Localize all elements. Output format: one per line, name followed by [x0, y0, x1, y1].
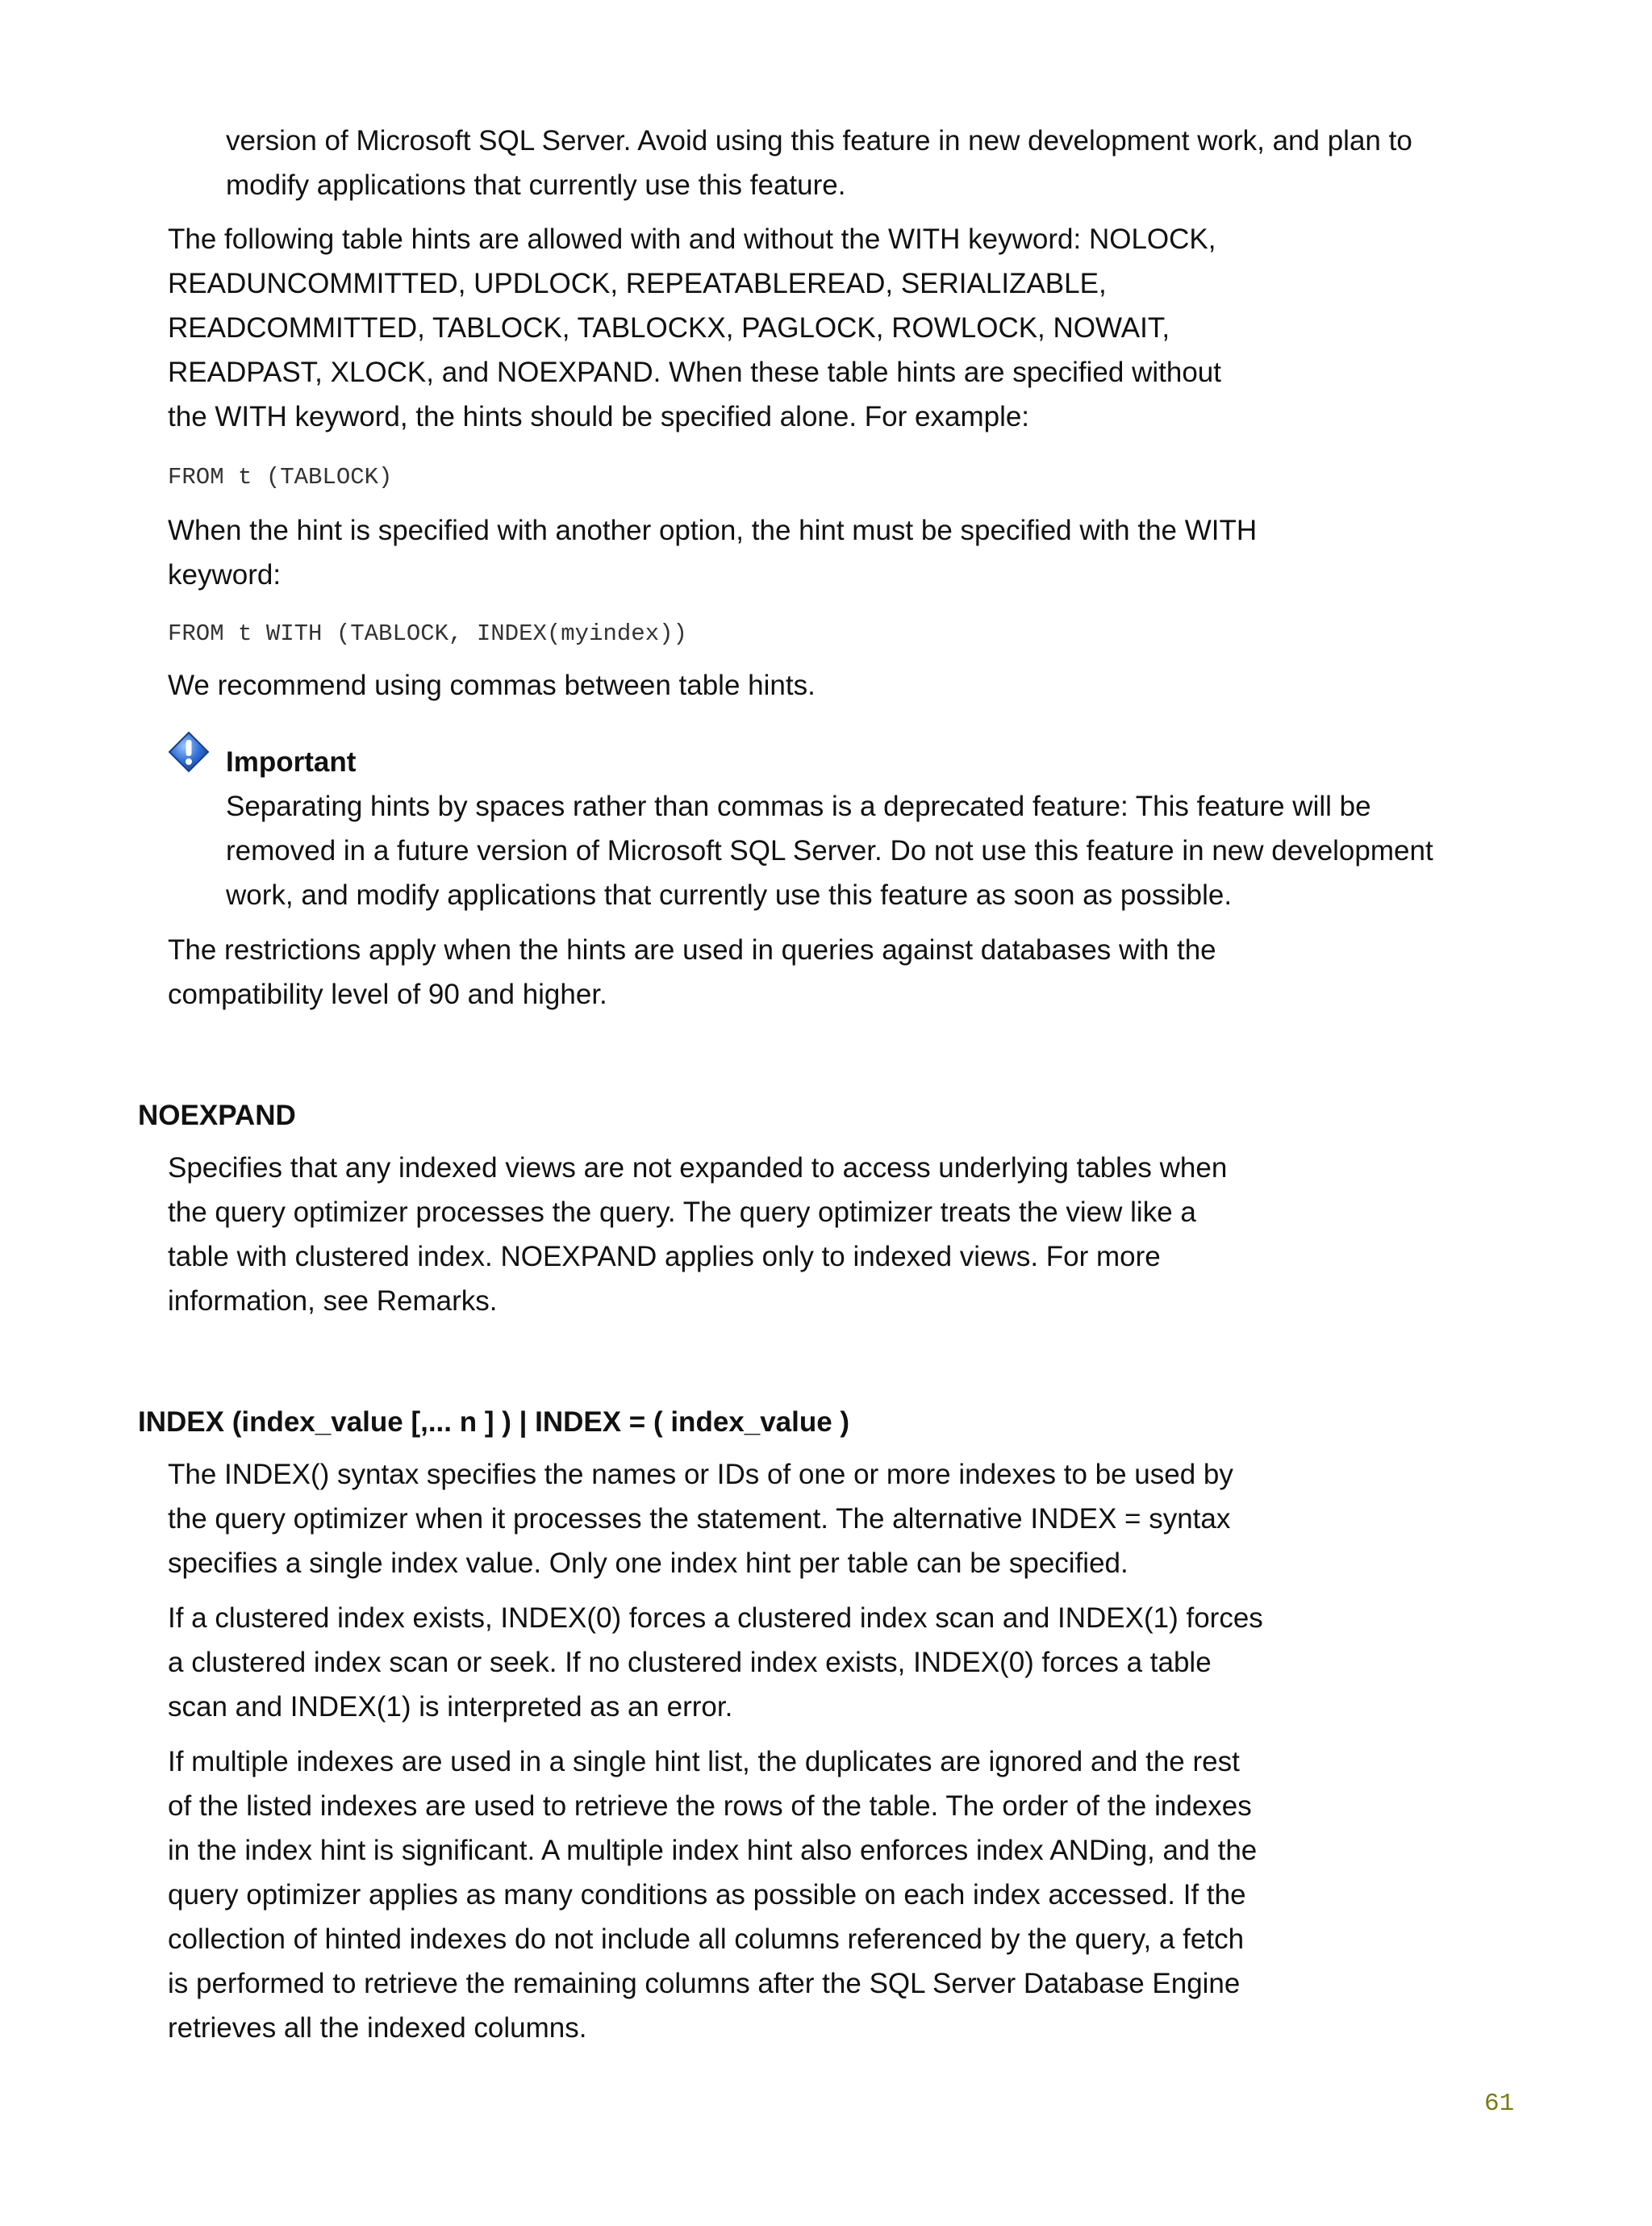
text-line: If a clustered index exists, INDEX(0) forces a clustered index scan and INDEX(1) forces — [168, 1602, 1263, 1634]
text-line: The following table hints are allowed with and without the WITH keyword: NOLOCK, — [168, 223, 1216, 255]
text-line: READPAST, XLOCK, and NOEXPAND. When these table hints are specified without — [168, 357, 1221, 388]
text-line: The restrictions apply when the hints are used in queries against databases with the — [168, 934, 1216, 966]
index-paragraph-3 — [168, 1739, 1257, 2050]
text-line: scan and INDEX(1) is interpreted as an error. — [168, 1691, 733, 1723]
index-paragraph-1 — [168, 1452, 1233, 1585]
text-line: work, and modify applications that currently use this feature as soon as possible. — [226, 879, 1233, 911]
noexpand-paragraph — [168, 1146, 1227, 1323]
text-line: collection of hinted indexes do not include all columns referenced by the query, a fetch — [168, 1923, 1245, 1955]
important-note-body — [226, 784, 1433, 917]
text-line: in the index hint is significant. A multiple index hint also enforces index ANDing, and the — [168, 1835, 1258, 1866]
text-line: a clustered index scan or seek. If no clustered index exists, INDEX(0) forces a table — [168, 1647, 1212, 1678]
text-line: keyword: — [168, 559, 282, 591]
restrictions-paragraph — [168, 928, 1216, 1017]
text-line: specifies a single index value. Only one index hint per table can be specified. — [168, 1547, 1128, 1579]
important-title: Important — [226, 746, 357, 778]
code-example: FROM t (TABLOCK) — [168, 464, 393, 491]
text-line: information, see Remarks. — [168, 1285, 498, 1317]
text-line: table with clustered index. NOEXPAND applies only to indexed views. For more — [168, 1241, 1161, 1272]
text-line: removed in a future version of Microsoft SQL Server. Do not use this feature in new development — [226, 835, 1433, 867]
text-line: the query optimizer processes the query. The query optimizer treats the view like a — [168, 1197, 1196, 1228]
text-line: the WITH keyword, the hints should be specified alone. For example: — [168, 401, 1030, 432]
text-line: The INDEX() syntax specifies the names or IDs of one or more indexes to be used by — [168, 1459, 1233, 1490]
index-heading: INDEX (index_value [,... n ] ) | INDEX = ( index_value ) — [138, 1406, 850, 1438]
text-line: of the listed indexes are used to retrieve the rows of the table. The order of the indexes — [168, 1790, 1252, 1822]
page-number: 61 — [1484, 2090, 1515, 2118]
text-line: Separating hints by spaces rather than commas is a deprecated feature: This feature will be — [226, 791, 1371, 822]
text-line: version of Microsoft SQL Server. Avoid using this feature in new development work, and plan to — [226, 125, 1412, 157]
text-line: Specifies that any indexed views are not expanded to access underlying tables when — [168, 1152, 1228, 1184]
commas-paragraph: We recommend using commas between table hints. — [168, 670, 816, 701]
text-line: READUNCOMMITTED, UPDLOCK, REPEATABLEREAD, SERIALIZABLE, — [168, 268, 1107, 299]
noexpand-heading: NOEXPAND — [138, 1100, 296, 1131]
intro-continuation-paragraph — [226, 119, 1412, 207]
text-line: If multiple indexes are used in a single hint list, the duplicates are ignored and the rest — [168, 1746, 1240, 1777]
text-line: the query optimizer when it processes the statement. The alternative INDEX = syntax — [168, 1503, 1231, 1535]
text-line: When the hint is specified with another option, the hint must be specified with the WITH — [168, 515, 1258, 546]
another-option-paragraph — [168, 508, 1257, 597]
text-line: compatibility level of 90 and higher. — [168, 979, 607, 1010]
code-example: FROM t WITH (TABLOCK, INDEX(myindex)) — [168, 620, 687, 647]
with-keyword-paragraph — [168, 217, 1221, 439]
text-line: modify applications that currently use this feature. — [226, 169, 846, 201]
text-line: is performed to retrieve the remaining columns after the SQL Server Database Engine — [168, 1968, 1241, 1999]
index-paragraph-2 — [168, 1596, 1263, 1729]
text-line: query optimizer applies as many conditions as possible on each index accessed. If the — [168, 1879, 1246, 1911]
text-line: retrieves all the indexed columns. — [168, 2012, 587, 2044]
info-icon — [168, 731, 210, 773]
text-line: READCOMMITTED, TABLOCK, TABLOCKX, PAGLOCK, ROWLOCK, NOWAIT, — [168, 312, 1170, 344]
